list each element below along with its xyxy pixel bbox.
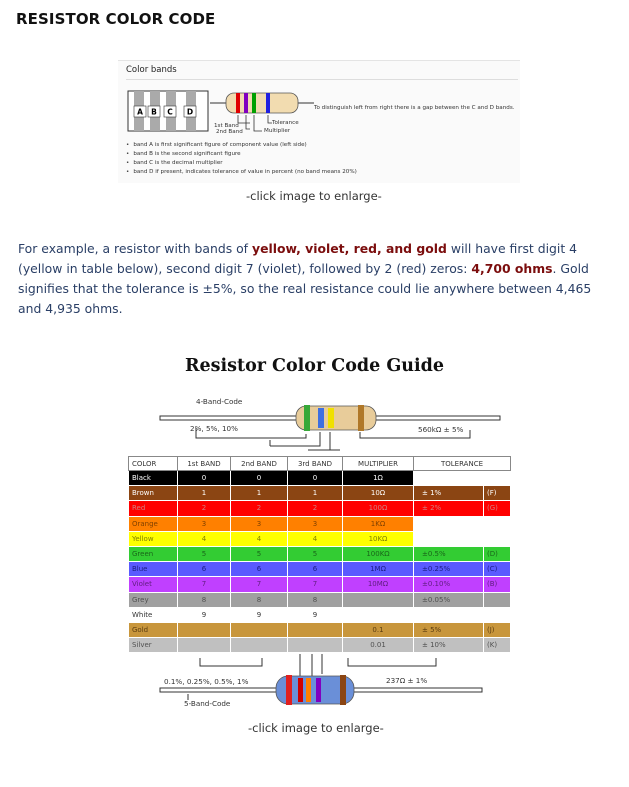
table-row [129, 562, 511, 577]
four-band-label: 4-Band-Code [196, 397, 243, 406]
cell-2nd-band: 3 [231, 516, 288, 531]
cell-1st-band: 7 [178, 577, 231, 592]
cell-3rd-band: 2 [288, 501, 343, 516]
cell-1st-band: 3 [178, 516, 231, 531]
cell-3rd-band: 9 [288, 607, 343, 622]
cell-3rd-band: 5 [288, 546, 343, 561]
band-letter-a: A [137, 107, 143, 117]
cell-color-name: Yellow [129, 531, 178, 546]
cell-multiplier: 1Ω [343, 471, 414, 486]
label-2nd-band: 2nd Band [216, 129, 243, 135]
cell-tolerance: ±0.5% [414, 546, 484, 561]
cell-multiplier: 10Ω [343, 486, 414, 501]
cell-1st-band: 5 [178, 546, 231, 561]
table-row [129, 546, 511, 561]
band-letter-c: C [167, 107, 173, 117]
cell-tolerance-code [484, 531, 511, 546]
cell-tolerance-code: (J) [484, 622, 511, 637]
paragraph-bold-colors: yellow, violet, red, and gold [252, 241, 447, 256]
guide-title: Resistor Color Code Guide [184, 356, 445, 376]
cell-multiplier [343, 592, 414, 607]
cell-3rd-band [288, 638, 343, 653]
four-band-example: 560kΩ ± 5% [418, 425, 464, 434]
cell-multiplier: 10KΩ [343, 531, 414, 546]
band-bullet-list [126, 141, 357, 177]
cell-tolerance-code: (D) [484, 546, 511, 561]
table-row [129, 592, 511, 607]
cell-tolerance-code [484, 471, 511, 486]
header-color: COLOR [129, 457, 178, 471]
cell-multiplier: 1MΩ [343, 562, 414, 577]
cell-1st-band [178, 638, 231, 653]
cell-2nd-band: 9 [231, 607, 288, 622]
label-multiplier: Multiplier [264, 128, 291, 134]
cell-tolerance-code: (G) [484, 501, 511, 516]
enlarge-link-1[interactable]: -click image to enlarge- [246, 189, 382, 203]
cell-2nd-band: 5 [231, 546, 288, 561]
bullet-item: • band D if present, indicates tolerance of value in percent (no band means 20%) [126, 168, 357, 177]
example-paragraph [18, 239, 614, 319]
cell-3rd-band: 3 [288, 516, 343, 531]
five-band-tolerances: 0.1%, 0.25%, 0.5%, 1% [164, 677, 249, 686]
distinguish-note: To distinguish left from right there is a gap between the C and D bands. [314, 105, 515, 111]
cell-color-name: Black [129, 471, 178, 486]
table-row [129, 577, 511, 592]
cell-multiplier [343, 607, 414, 622]
color-bands-heading: Color bands [126, 65, 177, 75]
cell-1st-band: 1 [178, 486, 231, 501]
five-band-label: 5-Band-Code [184, 699, 231, 708]
bullet-item: • band B is the second significant figure [126, 150, 357, 159]
cell-multiplier: 10MΩ [343, 577, 414, 592]
table-row [129, 531, 511, 546]
band-letter-b: B [151, 107, 157, 117]
color-code-table [128, 456, 511, 653]
cell-1st-band: 4 [178, 531, 231, 546]
cell-multiplier: 0.1 [343, 622, 414, 637]
cell-multiplier: 1KΩ [343, 516, 414, 531]
cell-2nd-band: 8 [231, 592, 288, 607]
cell-3rd-band: 6 [288, 562, 343, 577]
table-row [129, 486, 511, 501]
cell-1st-band: 8 [178, 592, 231, 607]
cell-color-name: Brown [129, 486, 178, 501]
cell-color-name: White [129, 607, 178, 622]
table-row [129, 471, 511, 486]
cell-multiplier: 100KΩ [343, 546, 414, 561]
cell-2nd-band [231, 638, 288, 653]
color-bands-figure[interactable] [118, 60, 520, 183]
cell-tolerance [414, 531, 484, 546]
header-multiplier: MULTIPLIER [343, 457, 414, 471]
table-row [129, 516, 511, 531]
cell-1st-band: 9 [178, 607, 231, 622]
label-tolerance: Tolerance [272, 120, 299, 126]
paragraph-text: will have first digit 4 (yellow in table below), second digit 7 (violet), followed by 2 (red) zeros: [18, 241, 578, 276]
cell-3rd-band: 8 [288, 592, 343, 607]
cell-color-name: Blue [129, 562, 178, 577]
cell-multiplier: 100Ω [343, 501, 414, 516]
cell-tolerance-code: (K) [484, 638, 511, 653]
cell-2nd-band: 2 [231, 501, 288, 516]
cell-color-name: Green [129, 546, 178, 561]
cell-1st-band: 2 [178, 501, 231, 516]
cell-1st-band: 6 [178, 562, 231, 577]
cell-tolerance [414, 471, 484, 486]
cell-tolerance [414, 607, 484, 622]
cell-tolerance: ±0.05% [414, 592, 484, 607]
band-box [128, 91, 208, 131]
cell-1st-band [178, 622, 231, 637]
cell-2nd-band: 6 [231, 562, 288, 577]
paragraph-text: . Gold signifies that the tolerance is ±5%, so the real resistance could lie anywhere between 4,465 and 4,935 ohms. [18, 261, 592, 316]
cell-3rd-band: 4 [288, 531, 343, 546]
table-row [129, 501, 511, 516]
paragraph-text: For example, a resistor with bands of [18, 241, 252, 256]
header-tolerance: TOLERANCE [414, 457, 511, 471]
page-title: RESISTOR COLOR CODE [16, 10, 216, 28]
cell-2nd-band: 7 [231, 577, 288, 592]
bullet-item: • band C is the decimal multiplier [126, 159, 357, 168]
cell-3rd-band: 7 [288, 577, 343, 592]
cell-tolerance [414, 516, 484, 531]
cell-3rd-band: 1 [288, 486, 343, 501]
cell-2nd-band [231, 622, 288, 637]
label-1st-band: 1st Band [214, 123, 239, 129]
cell-2nd-band: 0 [231, 471, 288, 486]
cell-3rd-band: 0 [288, 471, 343, 486]
five-band-example: 237Ω ± 1% [386, 676, 428, 685]
cell-tolerance: ±0.25% [414, 562, 484, 577]
bullet-item: • band A is first significant figure of component value (left side) [126, 141, 357, 150]
cell-tolerance-code [484, 592, 511, 607]
cell-tolerance-code: (B) [484, 577, 511, 592]
cell-color-name: Silver [129, 638, 178, 653]
header-2nd-band: 2nd BAND [231, 457, 288, 471]
cell-tolerance: ±0.10% [414, 577, 484, 592]
header-3rd-band: 3rd BAND [288, 457, 343, 471]
cell-multiplier: 0.01 [343, 638, 414, 653]
cell-tolerance-code [484, 607, 511, 622]
enlarge-link-2[interactable]: -click image to enlarge- [248, 721, 384, 735]
header-1st-band: 1st BAND [178, 457, 231, 471]
cell-tolerance: ± 5% [414, 622, 484, 637]
cell-color-name: Gold [129, 622, 178, 637]
cell-2nd-band: 4 [231, 531, 288, 546]
cell-tolerance-code [484, 516, 511, 531]
paragraph-bold-ohms: 4,700 ohms [471, 261, 553, 276]
cell-color-name: Grey [129, 592, 178, 607]
cell-1st-band: 0 [178, 471, 231, 486]
cell-color-name: Violet [129, 577, 178, 592]
table-row [129, 622, 511, 637]
cell-color-name: Red [129, 501, 178, 516]
cell-tolerance-code: (F) [484, 486, 511, 501]
four-band-tolerances: 2%, 5%, 10% [190, 424, 238, 433]
cell-color-name: Orange [129, 516, 178, 531]
table-row [129, 607, 511, 622]
table-row [129, 638, 511, 653]
cell-tolerance: ± 10% [414, 638, 484, 653]
table-header-row [129, 457, 511, 471]
cell-tolerance-code: (C) [484, 562, 511, 577]
cell-3rd-band [288, 622, 343, 637]
band-letter-d: D [186, 107, 194, 117]
cell-tolerance: ± 1% [414, 486, 484, 501]
cell-2nd-band: 1 [231, 486, 288, 501]
cell-tolerance: ± 2% [414, 501, 484, 516]
